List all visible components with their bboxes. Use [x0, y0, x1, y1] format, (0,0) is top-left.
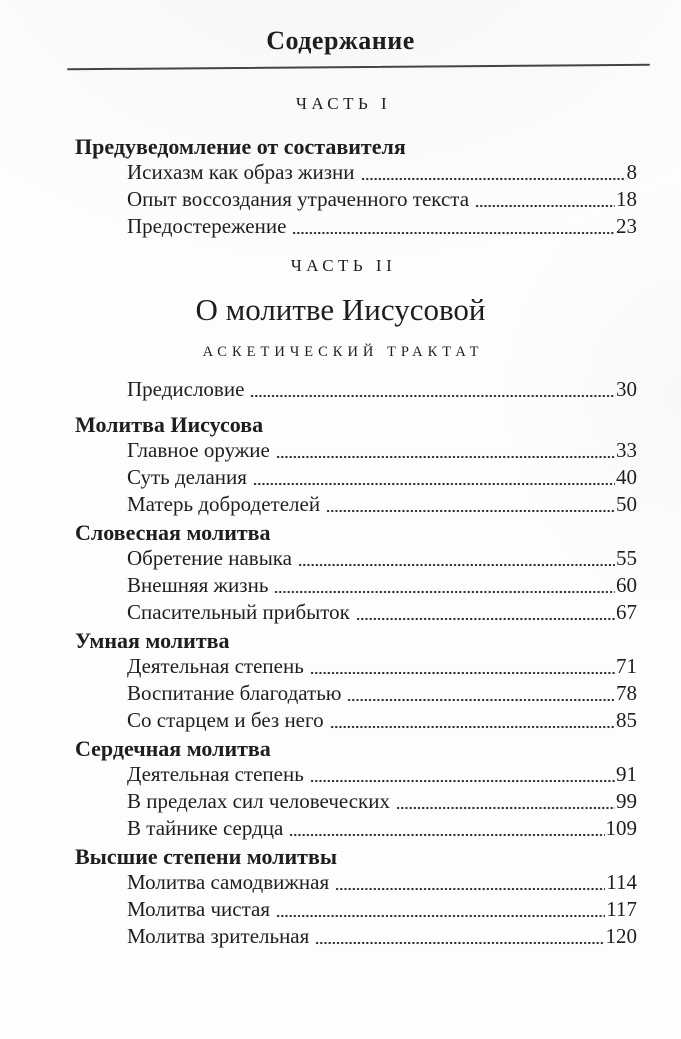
- toc-entry-title: Внешняя жизнь: [127, 573, 269, 597]
- dot-leader: [361, 159, 626, 186]
- toc-entry-row: [127, 653, 637, 680]
- dot-leader: [276, 896, 605, 923]
- dot-leader: [310, 761, 615, 788]
- section-entries: [0, 437, 681, 518]
- toc-entry-title: Молитва чистая: [127, 897, 271, 921]
- page-number: 78: [616, 681, 637, 705]
- dot-leader: [315, 923, 604, 950]
- dot-leader: [298, 545, 615, 572]
- toc-entry-row: [127, 761, 637, 788]
- page-number: 23: [616, 214, 637, 238]
- dot-leader: [335, 869, 605, 896]
- page-number: 91: [616, 762, 637, 786]
- page-number: 114: [606, 870, 637, 894]
- treatise-subtitle: АСКЕТИЧЕСКИЙ ТРАКТАТ: [202, 344, 484, 360]
- section-mental-prayer: [0, 628, 681, 734]
- page-number: 109: [605, 816, 637, 840]
- part2-label: ЧАСТЬ II: [290, 256, 397, 275]
- dot-leader: [326, 491, 615, 518]
- dot-leader: [276, 437, 615, 464]
- toc-entry-title: Воспитание благодатью: [127, 681, 342, 705]
- toc-entry-title: Исихазм как образ жизни: [127, 160, 355, 184]
- toc-entry-title: Главное оружие: [127, 438, 270, 462]
- section-heart-prayer: [0, 736, 681, 842]
- toc-entry-row: [127, 186, 637, 213]
- toc-entry-row: [127, 464, 637, 491]
- toc-entry-row: [127, 599, 637, 626]
- section-entries: [0, 653, 681, 734]
- divider-rule: [67, 64, 650, 71]
- section-heading: Умная молитва: [75, 628, 230, 653]
- toc-entry-title: Обретение навыка: [127, 546, 293, 570]
- page-number: 8: [626, 160, 637, 184]
- toc-entry-title: Матерь добродетелей: [127, 492, 321, 516]
- toc-entry-title: Опыт воссоздания утраченного текста: [127, 187, 470, 211]
- toc-entry-row: [127, 815, 637, 842]
- toc-entry-row: [127, 788, 637, 815]
- toc-entry-title: Молитва зрительная: [127, 924, 310, 948]
- toc-entry-title: Предисловие: [127, 377, 245, 401]
- section-higher-degrees: [0, 844, 681, 950]
- toc-entry-row: [127, 545, 637, 572]
- toc-entry-row: [127, 869, 637, 896]
- toc-entry-title: Деятельная степень: [127, 654, 304, 678]
- toc-entry-row: [127, 376, 637, 403]
- page-number: 99: [616, 789, 637, 813]
- page-number: 33: [616, 438, 637, 462]
- toc-entry-row: [127, 437, 637, 464]
- toc-entry-title: Молитва самодвижная: [127, 870, 330, 894]
- section-heading: Предуведомление от составителя: [75, 134, 406, 159]
- dot-leader: [250, 376, 615, 403]
- preface-entries: [0, 376, 681, 403]
- dot-leader: [274, 572, 615, 599]
- page-number: 40: [616, 465, 637, 489]
- page-number: 71: [616, 654, 637, 678]
- toc-entry-title: Суть делания: [127, 465, 247, 489]
- section-heading: Высшие степени молитвы: [75, 844, 338, 869]
- dot-leader: [253, 464, 615, 491]
- section-heading: Сердечная молитва: [75, 736, 271, 761]
- toc-entry-row: [127, 572, 637, 599]
- toc-entry-row: [127, 923, 637, 950]
- section-entries: [0, 761, 681, 842]
- toc-entry-row: [127, 680, 637, 707]
- section-jesus-prayer: [0, 412, 681, 518]
- page-number: 117: [606, 897, 637, 921]
- section-entries: [0, 159, 681, 240]
- page-number: 85: [616, 708, 637, 732]
- toc-entry-title: Предостережение: [127, 214, 287, 238]
- toc-entry-row: [127, 491, 637, 518]
- page-number: 67: [616, 600, 637, 624]
- dot-leader: [347, 680, 615, 707]
- page-number: 120: [605, 924, 637, 948]
- dot-leader: [310, 653, 615, 680]
- toc-entry-row: [127, 707, 637, 734]
- section-verbal-prayer: [0, 520, 681, 626]
- toc-entry-title: Со старцем и без него: [127, 708, 324, 732]
- section-entries: [0, 869, 681, 950]
- toc-entry-title: Деятельная степень: [127, 762, 304, 786]
- toc-entry-title: Спасительный прибыток: [127, 600, 350, 624]
- dot-leader: [289, 815, 604, 842]
- page-number: 18: [616, 187, 637, 211]
- dot-leader: [396, 788, 615, 815]
- page-number: 50: [616, 492, 637, 516]
- toc-entry-row: [127, 159, 637, 186]
- toc-entry-row: [127, 896, 637, 923]
- section-heading: Молитва Иисусова: [75, 412, 264, 437]
- page-number: 55: [616, 546, 637, 570]
- page-number: 60: [616, 573, 637, 597]
- dot-leader: [356, 599, 615, 626]
- page-title: Содержание: [266, 26, 415, 55]
- toc-entry-row: [127, 213, 637, 240]
- part1-label: ЧАСТЬ I: [295, 94, 392, 113]
- section-entries: [0, 545, 681, 626]
- dot-leader: [330, 707, 615, 734]
- section-heading: Словесная молитва: [75, 520, 271, 545]
- dot-leader: [292, 213, 615, 240]
- page-number: 30: [616, 377, 637, 401]
- toc-entry-title: В тайнике сердца: [127, 816, 284, 840]
- dot-leader: [475, 186, 615, 213]
- section-preamble: [0, 134, 681, 240]
- toc-entry-title: В пределах сил человеческих: [127, 789, 391, 813]
- treatise-title: О молитве Иисусовой: [195, 292, 486, 327]
